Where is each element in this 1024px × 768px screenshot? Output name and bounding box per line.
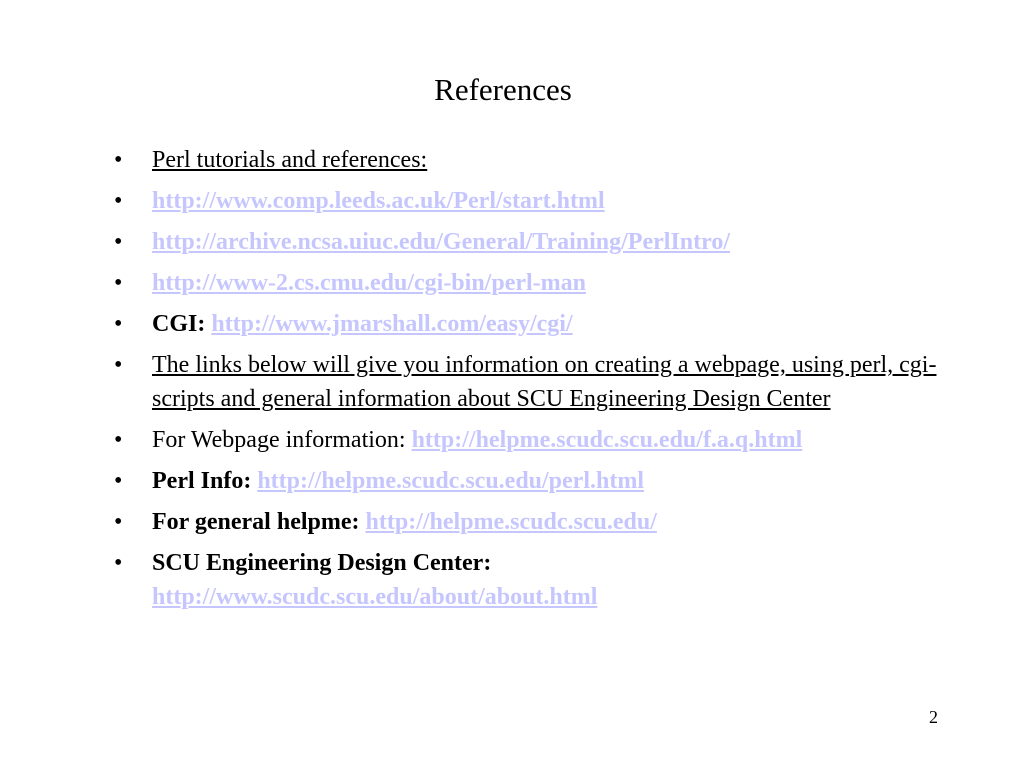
perl-info-label: Perl Info: [152,468,252,494]
bullet: • [114,352,123,378]
reference-list [108,143,978,621]
general-helpme-label: For general helpme: [152,509,360,535]
page-number: 2 [929,707,938,727]
link-cmu-perl-man[interactable]: http://www-2.cs.cmu.edu/cgi-bin/perl-man [152,270,586,296]
section-heading-perl-tutorials: Perl tutorials and references: [152,147,428,173]
bullet: • [114,550,123,576]
list-item [108,423,978,457]
bullet: • [114,188,123,214]
link-jmarshall-cgi[interactable]: http://www.jmarshall.com/easy/cgi/ [211,311,573,337]
slide-title: References [434,72,572,107]
link-scudc-about[interactable]: http://www.scudc.scu.edu/about/about.html [152,584,598,610]
list-item [108,184,978,218]
list-item [108,307,978,341]
link-ncsa-perl-intro[interactable]: http://archive.ncsa.uiuc.edu/General/Training/PerlIntro/ [152,229,731,255]
scu-design-center-label: SCU Engineering Design Center: [152,550,492,576]
link-helpme-faq[interactable]: http://helpme.scudc.scu.edu/f.a.q.html [411,427,803,453]
bullet: • [114,427,123,453]
list-item [108,266,978,300]
bullet: • [114,229,123,255]
bullet: • [114,270,123,296]
list-item [108,505,978,539]
link-helpme-perl[interactable]: http://helpme.scudc.scu.edu/perl.html [257,468,644,494]
list-item [108,348,978,416]
list-item [108,143,978,177]
webpage-info-label: For Webpage information: [152,427,406,453]
link-helpme-home[interactable]: http://helpme.scudc.scu.edu/ [365,509,657,535]
cgi-label: CGI: [152,311,206,337]
bullet: • [114,468,123,494]
list-item [108,546,978,614]
link-leeds-perl-start[interactable]: http://www.comp.leeds.ac.uk/Perl/start.html [152,188,605,214]
bullet: • [114,311,123,337]
links-intro-text: The links below will give you information on creating a webpage, using perl, cgi-scripts and general information about SCU Engineering Design Center [152,352,937,412]
bullet: • [114,509,123,535]
list-item [108,225,978,259]
list-item [108,464,978,498]
bullet: • [114,147,123,173]
